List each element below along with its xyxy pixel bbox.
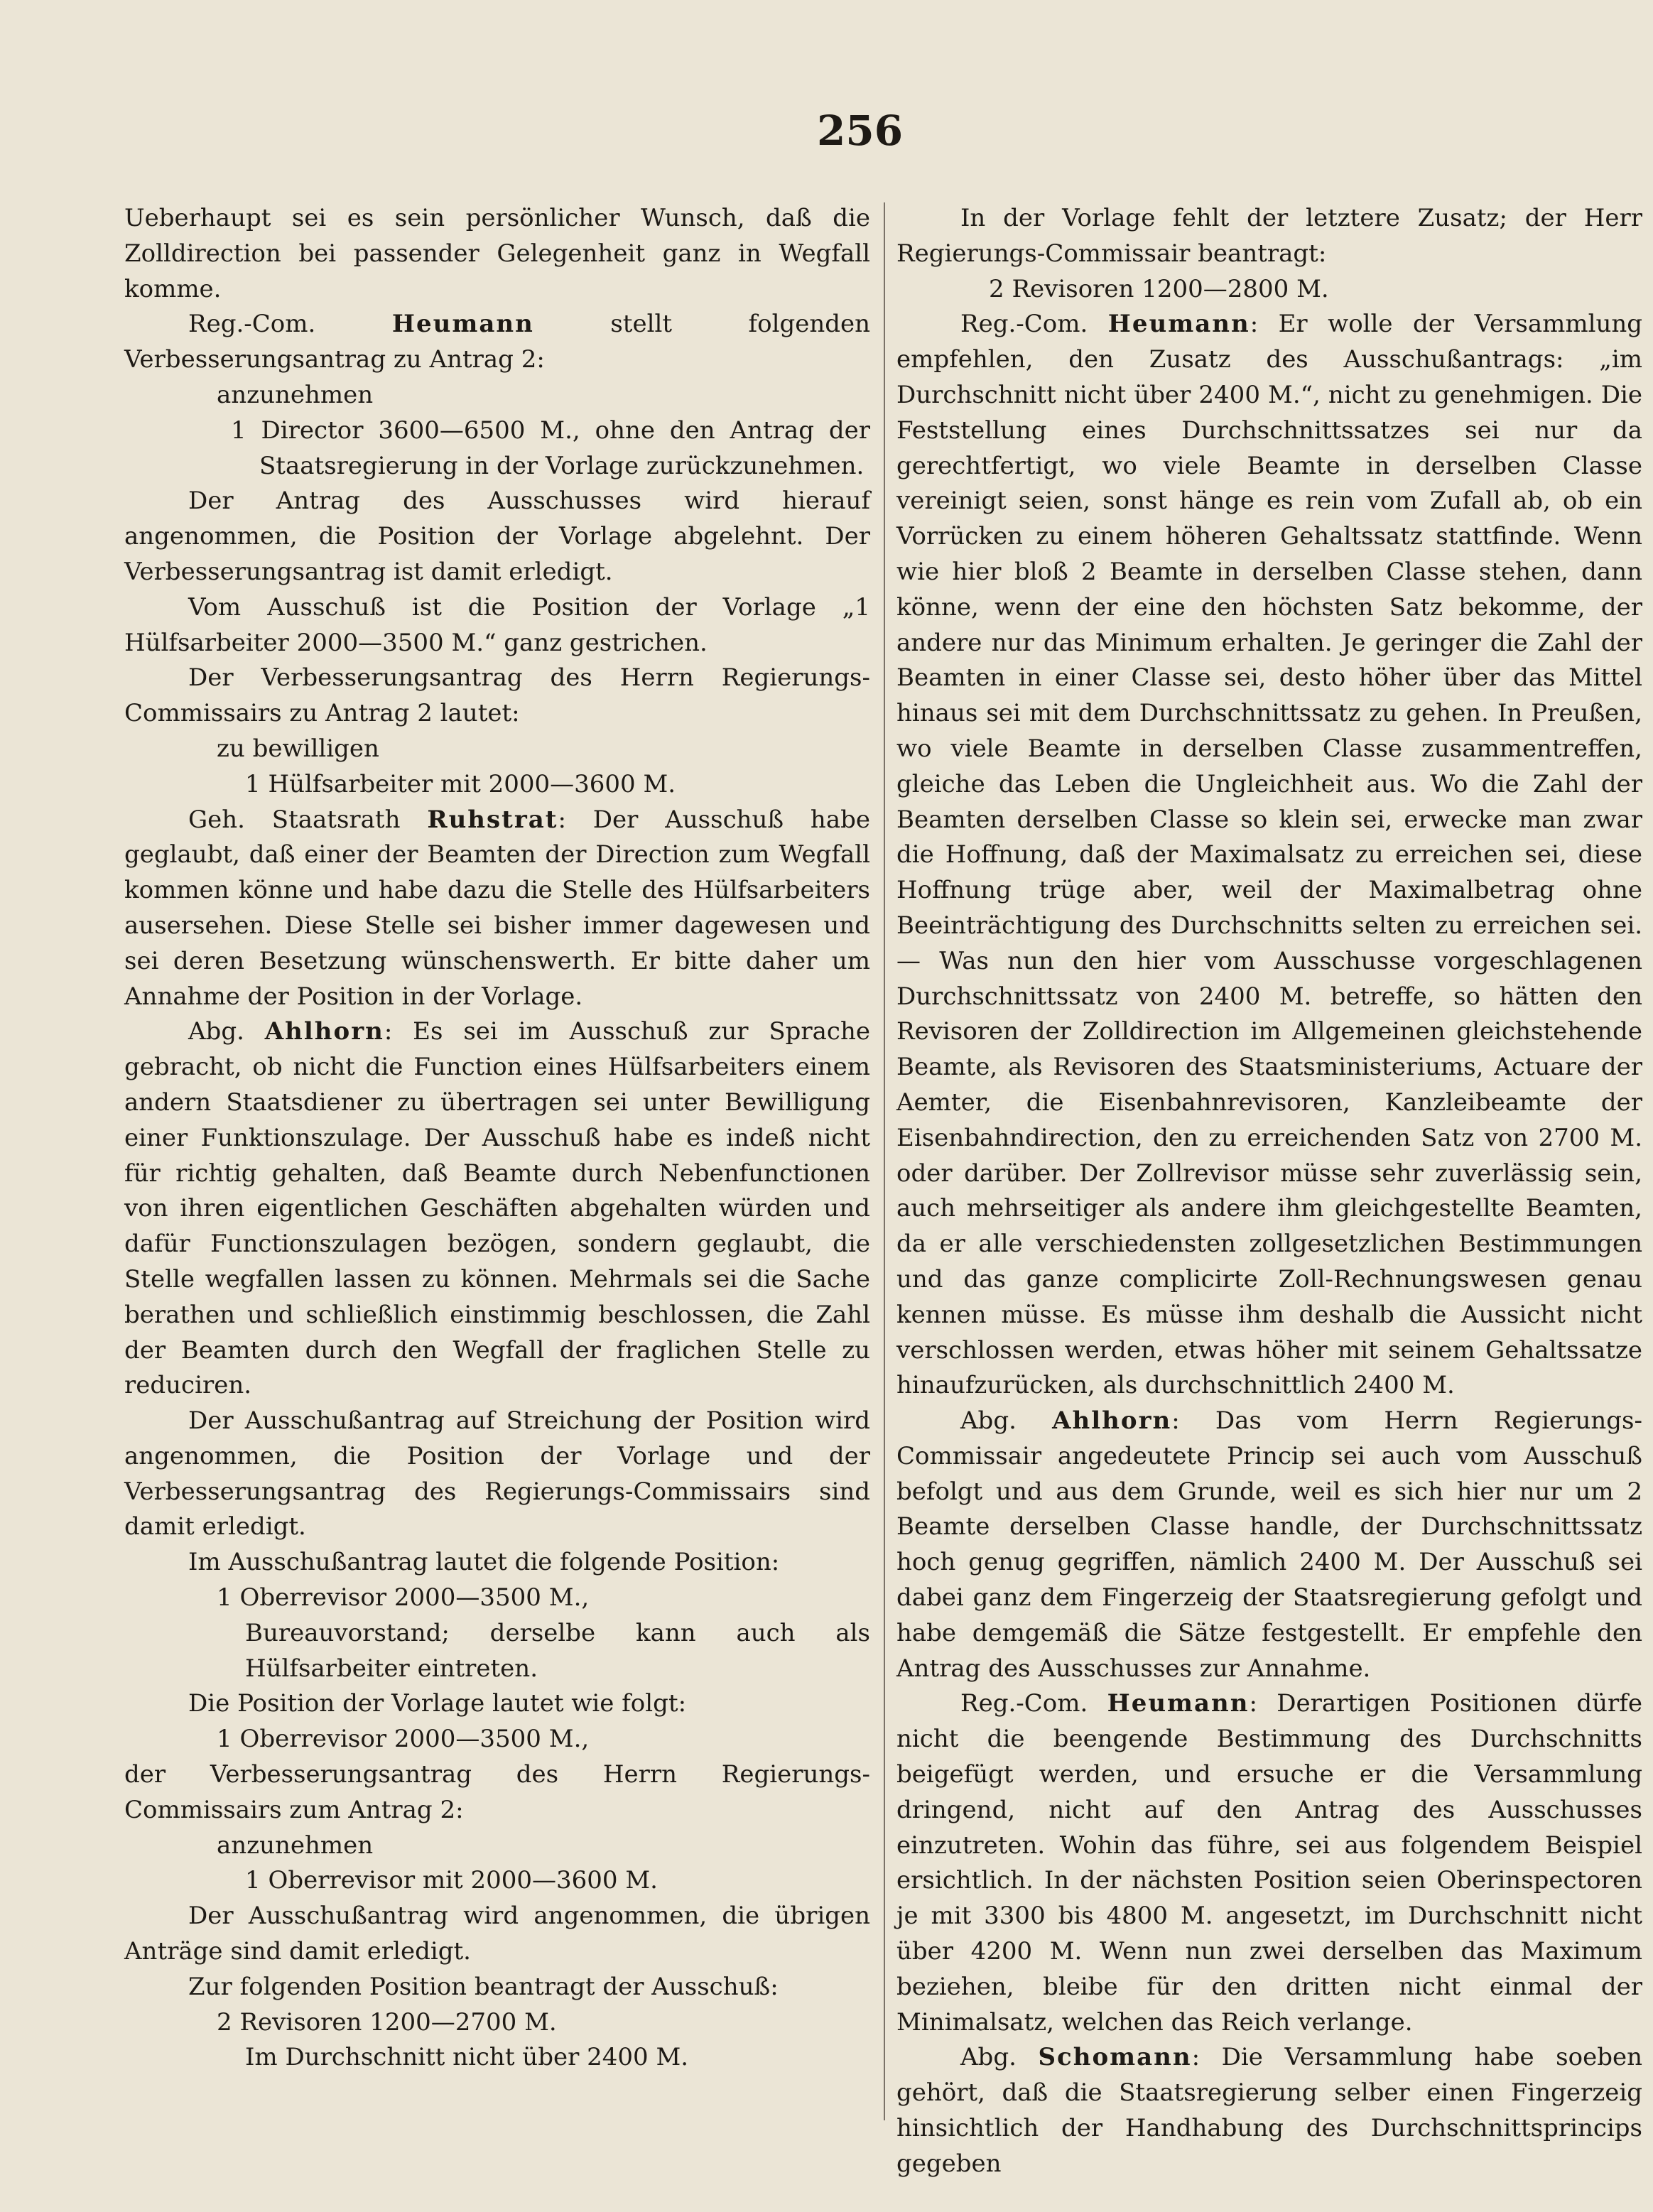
paragraph: Der Ausschußantrag wird angenommen, die übrigen Anträge sind damit erledigt. [124, 1902, 870, 1966]
position-note: Bureauvorstand; derselbe kann auch als Hülfsarbeiter eintreten. [245, 1618, 870, 1683]
paragraph: In der Vorlage fehlt der letztere Zusatz; der Herr Regierungs-Commissair beantragt: [896, 204, 1642, 268]
speaker-title: Abg. [960, 2043, 1017, 2072]
paragraph [124, 307, 870, 378]
position-note: Im Durchschnitt nicht über 2400 M. [245, 2043, 689, 2072]
motion-item: 1 Hülfsarbeiter mit 2000—3600 M. [245, 769, 676, 798]
speech-text: : Es sei im Ausschuß zur Sprache gebracht, ob nicht die Function eines Hülfsarbeiters einem andern Staatsdiener zu übertragen sei unter Bewilligung einer Funktionszulage. Der Ausschuß habe es indeß nicht für richtig gehalten, daß Beamte durch Nebenfunctionen von ihren eigentlichen Geschäften abgehalten würden und dafür Functionszulagen bezögen, sondern geglaubt, die Stelle wegfallen lassen zu können. Mehrmals sei die Sache berathen und schließlich einstimmig beschlossen, die Zahl der Beamten durch den Wegfall der fraglichen Stelle zu reduciren. [124, 1017, 870, 1400]
speaker-title: Abg. [960, 1406, 1017, 1436]
position-item: 1 Oberrevisor 2000—3500 M., [217, 1583, 590, 1612]
speaker-title: Reg.-Com. [188, 310, 316, 339]
motion-item: 1 Director 3600—6500 M., ohne den Antrag der Staatsregierung in der Vorlage zurückzunehmen. [231, 416, 870, 480]
motion-item: 1 Oberrevisor mit 2000—3600 M. [245, 1866, 658, 1895]
paragraph: Der Ausschußantrag auf Streichung der Position wird angenommen, die Position der Vorlage und der Verbesserungsantrag des Regierungs-Commissairs sind damit erledigt. [124, 1406, 870, 1541]
paragraph [896, 1404, 1642, 1686]
speaker-name: Heumann [1107, 1689, 1250, 1718]
paragraph [124, 1014, 870, 1404]
right-column [896, 201, 1643, 2178]
paragraph: Der Verbesserungsantrag des Herrn Regierungs-Commissairs zu Antrag 2 lautet: [124, 663, 870, 728]
paragraph: Zur folgenden Position beantragt der Ausschuß: [188, 1972, 779, 2001]
column-divider [884, 202, 885, 2120]
paragraph: Ueberhaupt sei es sein persönlicher Wunsch, daß die Zolldirection bei passender Gelegenheit ganz in Wegfall komme. [124, 204, 870, 303]
paragraph: Die Position der Vorlage lautet wie folgt: [188, 1689, 687, 1718]
speaker-name: Ahlhorn [1052, 1406, 1172, 1436]
speaker-name: Heumann [391, 310, 534, 339]
speech-text: : Der Ausschuß habe geglaubt, daß einer der Beamten der Direction zum Wegfall kommen könne und habe dazu die Stelle des Hülfsarbeiters ausersehen. Diese Stelle sei bisher immer dagewesen und sei deren Besetzung wünschenswerth. Er bitte daher um Annahme der Position in der Vorlage. [124, 805, 870, 1011]
motion-label: anzunehmen [217, 380, 374, 409]
left-column [124, 201, 870, 2133]
speaker-title: Reg.-Com. [960, 310, 1088, 339]
speech-text: stellt folgenden Verbesserungsantrag zu Antrag 2: [124, 310, 871, 374]
motion-label: anzunehmen [217, 1831, 374, 1860]
speaker-title: Geh. Staatsrath [188, 805, 401, 834]
paragraph [896, 307, 1642, 1404]
speech-text: : Das vom Herrn Regierungs-Commissair angedeutete Princip sei auch vom Ausschuß befolgt und aus dem Grunde, weil es sich hier nur um 2 Beamte derselben Classe handle, der Durchschnittssatz hoch genug gegriffen, nämlich 2400 M. Der Ausschuß sei dabei ganz dem Fingerzeig der Staatsregierung gefolgt und habe demgemäß die Sätze festgestellt. Er empfehle den Antrag des Ausschusses zur Annahme. [896, 1406, 1642, 1683]
paragraph: Vom Ausschuß ist die Position der Vorlage „1 Hülfsarbeiter 2000—3500 M.“ ganz gestrichen. [124, 592, 870, 657]
paragraph: der Verbesserungsantrag des Herrn Regierungs-Commissairs zum Antrag 2: [124, 1760, 870, 1824]
speaker-name: Ahlhorn [264, 1017, 384, 1046]
paragraph [896, 1686, 1642, 2040]
speaker-name: Heumann [1107, 310, 1250, 339]
paragraph [124, 803, 870, 1015]
page-number: 256 [817, 107, 904, 155]
speaker-name: Ruhstrat [427, 805, 558, 834]
position-item: 2 Revisoren 1200—2800 M. [989, 274, 1329, 303]
position-item: 1 Oberrevisor 2000—3500 M., [217, 1725, 590, 1754]
position-item: 2 Revisoren 1200—2700 M. [217, 2007, 557, 2037]
paragraph: Im Ausschußantrag lautet die folgende Position: [188, 1548, 780, 1577]
motion-label: zu bewilligen [217, 734, 379, 763]
speech-text: : Die Versammlung habe soeben gehört, daß die Staatsregierung selber einen Fingerzeig hinsichtlich der Handhabung des Durchschnittsprincips gegeben [896, 2043, 1642, 2178]
speaker-name: Schomann [1038, 2043, 1192, 2072]
speech-text: : Derartigen Positionen dürfe nicht die beengende Bestimmung des Durchschnitts beigefügt werden, und ersuche er die Versammlung dringend, nicht auf den Antrag des Ausschusses einzutreten. Wohin das führe, sei aus folgendem Beispiel ersichtlich. In der nächsten Position seien Oberinspectoren je mit 3300 bis 4800 M. angesetzt, im Durchschnitt nicht über 4200 M. Wenn nun zwei derselben das Maximum beziehen, bleibe für den dritten nicht einmal der Minimalsatz, welchen das Reich verlange. [896, 1689, 1642, 2037]
paragraph [896, 2040, 1642, 2181]
speech-text: : Er wolle der Versammlung empfehlen, den Zusatz des Ausschußantrags: „im Durchschnitt nicht über 2400 M.“, nicht zu genehmigen. Die Feststellung eines Durchschnittssatzes sei nur da gerechtfertigt, wo viele Beamte in derselben Classe vereinigt seien, sonst hänge es rein vom Zufall ab, ob ein Vorrücken zu einem höheren Gehaltssatz stattfinde. Wenn wie hier bloß 2 Beamte in derselben Classe stehen, dann könne, wenn der eine den höchsten Satz bekomme, der andere nur das Minimum erhalten. Je geringer die Zahl der Beamten in einer Classe sei, desto höher über das Mittel hinaus sei mit dem Durchschnittssatz zu gehen. In Preußen, wo viele Beamte in derselben Classe zusammentreffen, gleiche das Leben die Ungleichheit aus. Wo die Zahl der Beamten derselben Classe so klein sei, erwecke man zwar die Hoffnung, daß der Maximalsatz zu erreichen sei, diese Hoffnung trüge aber, weil der Maximalbetrag ohne Beeinträchtigung des Durchschnitts selten zu erreichen sei. — Was nun den hier vom Ausschusse vorgeschlagenen Durchschnittssatz von 2400 M. betreffe, so hätten den Revisoren der Zolldirection im Allgemeinen gleichstehende Beamte, als Revisoren des Staatsministeriums, Actuare der Aemter, die Eisenbahnrevisoren, Kanzleibeamte der Eisenbahndirection, den zu erreichenden Satz von 2700 M. oder darüber. Der Zollrevisor müsse sehr zuverlässig sein, auch mehrseitiger als andere ihm gleichgestellte Beamten, da er alle verschiedensten zollgesetzlichen Bestimmungen und das ganze complicirte Zoll-Rechnungswesen genau kennen müsse. Es müsse ihm deshalb die Aussicht nicht verschlossen werden, etwas höher mit seinem Gehaltssatze hinaufzurücken, als durchschnittlich 2400 M. [896, 310, 1643, 1400]
paragraph: Der Antrag des Ausschusses wird hierauf angenommen, die Position der Vorlage abgelehnt. Der Verbesserungsantrag ist damit erledigt. [124, 487, 870, 586]
speaker-title: Reg.-Com. [960, 1689, 1088, 1718]
speaker-title: Abg. [188, 1017, 244, 1046]
